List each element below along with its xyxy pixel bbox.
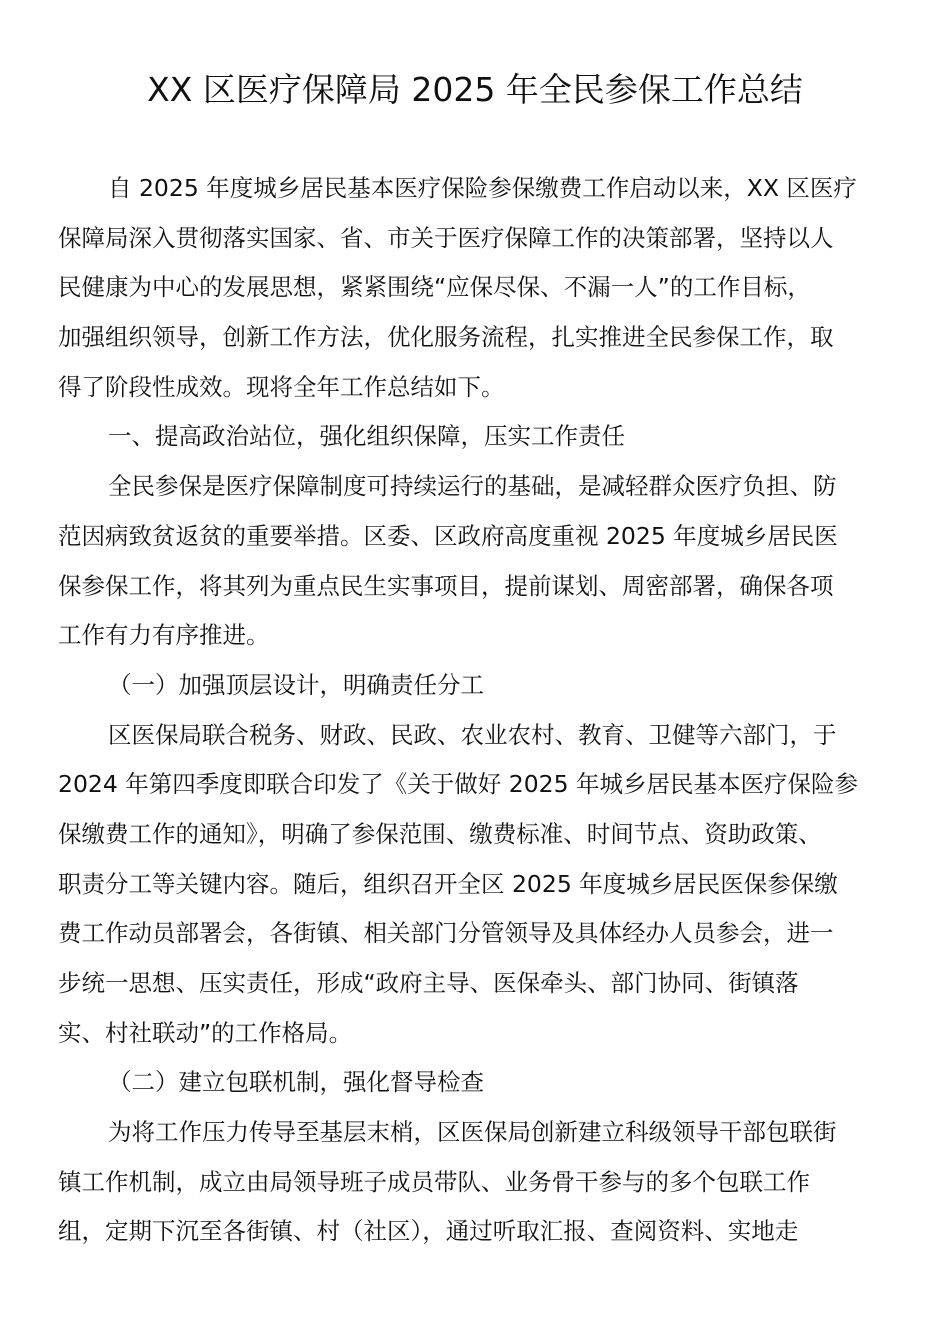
paragraph-line: 保缴费工作的通知》，明确了参保范围、缴费标准、时间节点、资助政策、 [58,819,822,848]
paragraph-line: 民健康为中心的发展思想，紧紧围绕“应保尽保、不漏一人”的工作目标， [58,273,811,302]
subsection-heading-1: （一）加强顶层设计，明确责任分工 [108,670,484,699]
paragraph-line: 费工作动员部署会，各街镇、相关部门分管领导及具体经办人员参会，进一 [58,919,834,948]
paragraph-line: 得了阶段性成效。现将全年工作总结如下。 [58,372,505,401]
paragraph-line: 范因病致贫返贫的重要举措。区委、区政府高度重视 2025 年度城乡居民医 [58,521,838,550]
section-heading-1: 一、提高政治站位，强化组织保障，压实工作责任 [108,422,625,451]
paragraph-line: 组，定期下沉至各街镇、村（社区），通过听取汇报、查阅资料、实地走 [58,1217,799,1246]
paragraph-line: 自 2025 年度城乡居民基本医疗保险参保缴费工作启动以来，XX 区医疗 [108,174,857,202]
paragraph-line: 全民参保是医疗保障制度可持续运行的基础，是减轻群众医疗负担、防 [108,472,837,501]
subsection-heading-2: （二）建立包联机制，强化督导检查 [108,1068,484,1097]
paragraph-line: 2024 年第四季度即联合印发了《关于做好 2025 年城乡居民基本医疗保险参 [58,770,859,799]
paragraph-line: 工作有力有序推进。 [58,621,270,650]
paragraph-line: 镇工作机制，成立由局领导班子成员带队、业务骨干参与的多个包联工作 [58,1167,810,1196]
paragraph-line: 保参保工作，将其列为重点民生实事项目，提前谋划、周密部署，确保各项 [58,571,834,600]
document-body [58,164,898,1257]
paragraph-line: 职责分工等关键内容。随后，组织召开全区 2025 年度城乡居民医保参保缴 [58,869,838,898]
paragraph-line: 为将工作压力传导至基层末梢，区医保局创新建立科级领导干部包联街 [108,1118,837,1147]
paragraph-line: 实、村社联动”的工作格局。 [58,1018,353,1047]
document-title: XX 区医疗保障局 2025 年全民参保工作总结 [147,70,803,109]
paragraph-line: 区医保局联合税务、财政、民政、农业农村、教育、卫健等六部门，于 [108,720,837,749]
paragraph-line: 步统一思想、压实责任，形成“政府主导、医保牵头、部门协同、街镇落 [58,969,799,997]
paragraph-line: 加强组织领导，创新工作方法，优化服务流程，扎实推进全民参保工作，取 [58,323,834,352]
paragraph-line: 保障局深入贯彻落实国家、省、市关于医疗保障工作的决策部署，坚持以人 [58,223,834,252]
